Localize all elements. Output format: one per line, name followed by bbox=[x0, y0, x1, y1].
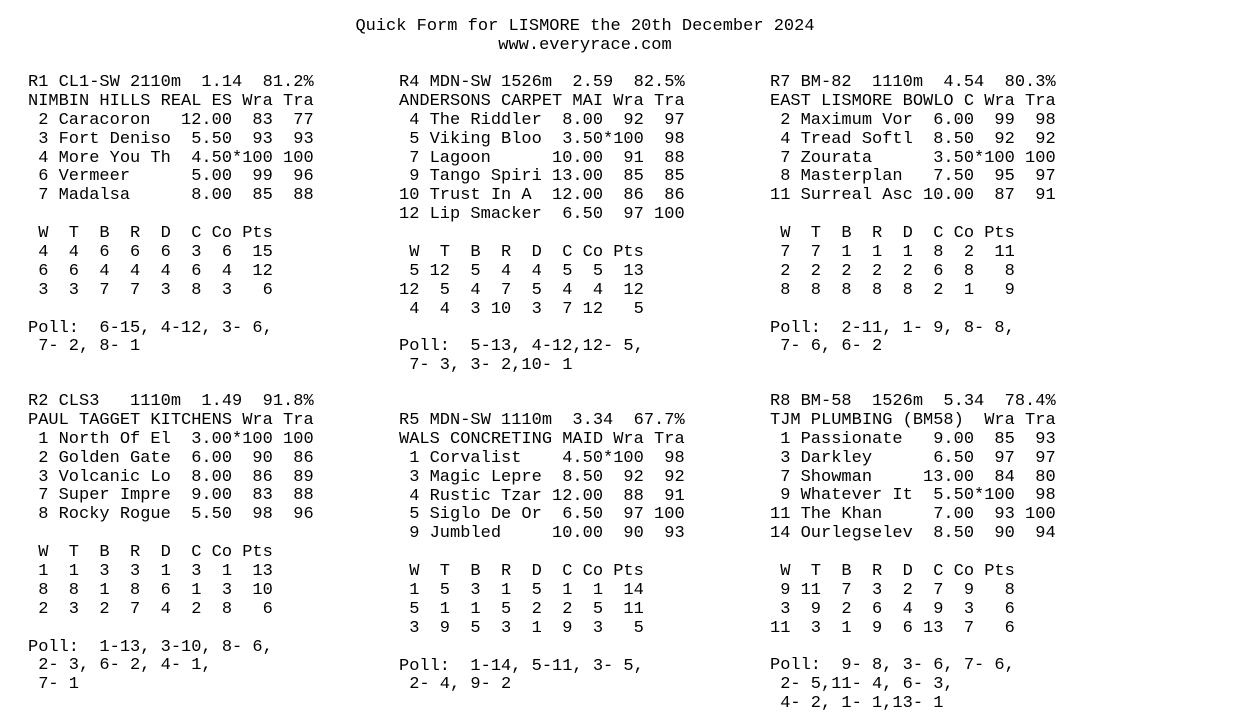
race-line: 3 Volcanic Lo 8.00 86 89 bbox=[28, 467, 314, 487]
race-line: 5 1 1 5 2 2 5 11 bbox=[399, 599, 644, 619]
race-line: R5 MDN-SW 1110m 3.34 67.7% bbox=[399, 411, 685, 430]
race-card-r1 bbox=[28, 74, 314, 357]
race-line: 2- 3, 6- 2, 4- 1, bbox=[28, 656, 212, 676]
race-line: 6 Vermeer 5.00 99 96 bbox=[28, 167, 314, 187]
race-card-r7 bbox=[770, 74, 1056, 357]
race-line: 12 Lip Smacker 6.50 97 100 bbox=[399, 205, 685, 225]
race-line: R7 BM-82 1110m 4.54 80.3% bbox=[770, 73, 1056, 92]
race-line: 4 Tread Softl 8.50 92 92 bbox=[770, 129, 1056, 149]
site-url: www.everyrace.com bbox=[498, 36, 672, 55]
race-line: 5 Siglo De Or 6.50 97 100 bbox=[399, 505, 685, 525]
race-line bbox=[399, 320, 685, 339]
race-card-r5 bbox=[399, 412, 685, 695]
race-line: 3 9 5 3 1 9 3 5 bbox=[399, 618, 644, 638]
race-line bbox=[399, 225, 685, 244]
race-line: 1 North Of El 3.00*100 100 bbox=[28, 429, 314, 449]
race-line bbox=[770, 206, 1056, 225]
race-line: Poll: 2-11, 1- 9, 8- 8, bbox=[770, 318, 1015, 338]
race-line: 1 1 3 3 1 3 1 13 bbox=[28, 562, 273, 582]
race-line: 2- 4, 9- 2 bbox=[399, 675, 512, 695]
column-right bbox=[770, 73, 1056, 714]
column-middle bbox=[399, 73, 685, 695]
race-line: R2 CLS3 1110m 1.49 91.8% bbox=[28, 392, 314, 411]
race-line: 2 Maximum Vor 6.00 99 98 bbox=[770, 110, 1056, 130]
race-line: 4- 2, 1- 1,13- 1 bbox=[770, 694, 944, 714]
race-line: Poll: 1-14, 5-11, 3- 5, bbox=[399, 656, 644, 676]
race-card-r8 bbox=[770, 393, 1056, 714]
race-line: W T B R D C Co Pts bbox=[399, 243, 644, 263]
race-line: 3 Fort Deniso 5.50 93 93 bbox=[28, 129, 314, 149]
race-line: 2 Golden Gate 6.00 90 86 bbox=[28, 448, 314, 468]
race-line: 4 Rustic Tzar 12.00 88 91 bbox=[399, 486, 685, 506]
race-line: 1 5 3 1 5 1 1 14 bbox=[399, 581, 644, 601]
race-line: 11 Surreal Asc 10.00 87 91 bbox=[770, 186, 1056, 206]
race-line: 3 Magic Lepre 8.50 92 92 bbox=[399, 467, 685, 487]
race-card-r4 bbox=[399, 74, 685, 376]
race-line: W T B R D C Co Pts bbox=[770, 562, 1015, 582]
race-line: 7- 2, 8- 1 bbox=[28, 337, 141, 357]
race-line: 2 2 2 2 2 6 8 8 bbox=[770, 261, 1015, 281]
race-line: 1 Corvalist 4.50*100 98 bbox=[399, 448, 685, 468]
race-line: W T B R D C Co Pts bbox=[28, 224, 273, 244]
race-line: R1 CL1-SW 2110m 1.14 81.2% bbox=[28, 73, 314, 92]
race-line bbox=[770, 639, 1056, 658]
race-line: 5 12 5 4 4 5 5 13 bbox=[399, 261, 644, 281]
race-line: TJM PLUMBING (BM58) Wra Tra bbox=[770, 410, 1056, 430]
race-line: 7 7 1 1 1 8 2 11 bbox=[770, 243, 1015, 263]
race-line: R4 MDN-SW 1526m 2.59 82.5% bbox=[399, 73, 685, 92]
race-line: 5 Viking Bloo 3.50*100 98 bbox=[399, 129, 685, 149]
column-left bbox=[28, 73, 314, 695]
race-line: 7 Lagoon 10.00 91 88 bbox=[399, 148, 685, 168]
race-line: Poll: 5-13, 4-12,12- 5, bbox=[399, 337, 644, 357]
race-line: 12 5 4 7 5 4 4 12 bbox=[399, 280, 644, 300]
race-line bbox=[28, 206, 314, 225]
race-line: 8 Masterplan 7.50 95 97 bbox=[770, 167, 1056, 187]
race-line: 7 Showman 13.00 84 80 bbox=[770, 467, 1056, 487]
race-line bbox=[28, 301, 314, 320]
page-title: Quick Form for LISMORE the 20th December 2024 bbox=[355, 17, 815, 36]
race-line bbox=[399, 544, 685, 563]
race-line: 9 11 7 3 2 7 9 8 bbox=[770, 580, 1015, 600]
race-line: 7- 1 bbox=[28, 675, 80, 695]
race-line: 2 3 2 7 4 2 8 6 bbox=[28, 599, 273, 619]
race-line: 3 9 2 6 4 9 3 6 bbox=[770, 599, 1015, 619]
race-line: W T B R D C Co Pts bbox=[399, 562, 644, 582]
race-line: WALS CONCRETING MAID Wra Tra bbox=[399, 429, 685, 449]
race-line bbox=[770, 544, 1056, 563]
race-line bbox=[770, 301, 1056, 320]
race-line: 8 8 8 8 8 2 1 9 bbox=[770, 280, 1015, 300]
race-line: 4 More You Th 4.50*100 100 bbox=[28, 148, 314, 168]
race-line: 7 Zourata 3.50*100 100 bbox=[770, 148, 1056, 168]
race-line: 3 3 7 7 3 8 3 6 bbox=[28, 280, 273, 300]
race-line bbox=[28, 525, 314, 544]
race-line: 9 Whatever It 5.50*100 98 bbox=[770, 486, 1056, 506]
race-line: 9 Tango Spiri 13.00 85 85 bbox=[399, 167, 685, 187]
race-line: 7 Madalsa 8.00 85 88 bbox=[28, 186, 314, 206]
race-line: 4 4 3 10 3 7 12 5 bbox=[399, 299, 644, 319]
race-line: Poll: 1-13, 3-10, 8- 6, bbox=[28, 637, 273, 657]
race-line: 7- 3, 3- 2,10- 1 bbox=[399, 356, 573, 376]
race-line: 14 Ourlegselev 8.50 90 94 bbox=[770, 524, 1056, 544]
race-line: 11 The Khan 7.00 93 100 bbox=[770, 505, 1056, 525]
race-line: 7 Super Impre 9.00 83 88 bbox=[28, 486, 314, 506]
race-card-r2 bbox=[28, 393, 314, 695]
race-line: PAUL TAGGET KITCHENS Wra Tra bbox=[28, 410, 314, 430]
race-line: 2 Caracoron 12.00 83 77 bbox=[28, 110, 314, 130]
race-line: Poll: 6-15, 4-12, 3- 6, bbox=[28, 318, 273, 338]
race-line: 8 8 1 8 6 1 3 10 bbox=[28, 580, 273, 600]
race-line: 1 Passionate 9.00 85 93 bbox=[770, 429, 1056, 449]
race-line: 4 The Riddler 8.00 92 97 bbox=[399, 110, 685, 130]
race-line: 11 3 1 9 6 13 7 6 bbox=[770, 618, 1015, 638]
race-line: Poll: 9- 8, 3- 6, 7- 6, bbox=[770, 656, 1015, 676]
race-line: 9 Jumbled 10.00 90 93 bbox=[399, 524, 685, 544]
race-line: W T B R D C Co Pts bbox=[28, 543, 273, 563]
race-line: W T B R D C Co Pts bbox=[770, 224, 1015, 244]
race-line: R8 BM-58 1526m 5.34 78.4% bbox=[770, 392, 1056, 411]
race-line: 2- 5,11- 4, 6- 3, bbox=[770, 675, 954, 695]
race-line: 6 6 4 4 4 6 4 12 bbox=[28, 261, 273, 281]
race-line: 7- 6, 6- 2 bbox=[770, 337, 883, 357]
race-line: 4 4 6 6 6 3 6 15 bbox=[28, 243, 273, 263]
race-line: 8 Rocky Rogue 5.50 98 96 bbox=[28, 505, 314, 525]
race-line: ANDERSONS CARPET MAI Wra Tra bbox=[399, 91, 685, 111]
race-line: EAST LISMORE BOWLO C Wra Tra bbox=[770, 91, 1056, 111]
race-line: NIMBIN HILLS REAL ES Wra Tra bbox=[28, 91, 314, 111]
race-line: 10 Trust In A 12.00 86 86 bbox=[399, 186, 685, 206]
race-line bbox=[399, 639, 685, 658]
race-line: 3 Darkley 6.50 97 97 bbox=[770, 448, 1056, 468]
race-line bbox=[28, 620, 314, 639]
